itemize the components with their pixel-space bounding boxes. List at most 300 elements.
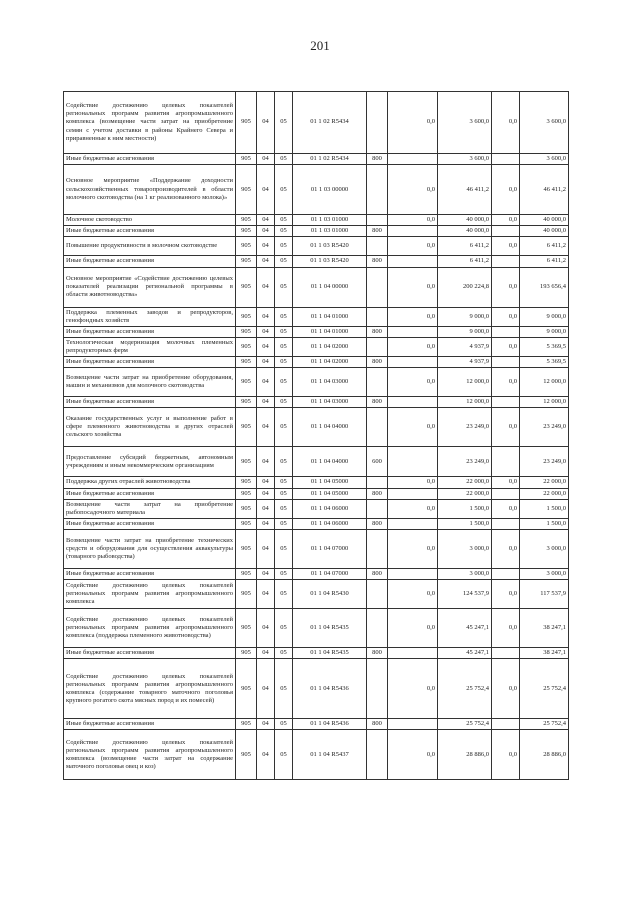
amount-col-1: 0,0 (388, 659, 438, 719)
amount-col-4: 38 247,1 (520, 648, 569, 659)
expense-type-code: 800 (367, 518, 388, 529)
amount-col-4: 40 000,0 (520, 215, 569, 226)
amount-col-4: 9 000,0 (520, 307, 569, 326)
amount-col-3 (492, 569, 520, 580)
row-name: Поддержка других отраслей животноводства (64, 477, 236, 488)
amount-col-4: 193 656,4 (520, 267, 569, 307)
amount-col-2: 4 937,9 (438, 357, 492, 368)
table-row (64, 719, 569, 730)
table-row (64, 226, 569, 237)
section-code: 04 (257, 730, 275, 780)
table-row (64, 256, 569, 267)
section-code: 04 (257, 237, 275, 256)
amount-col-1 (388, 569, 438, 580)
expense-type-code (367, 530, 388, 569)
expense-type-code: 800 (367, 569, 388, 580)
row-name: Иные бюджетные ассигнования (64, 397, 236, 408)
amount-col-2: 22 000,0 (438, 477, 492, 488)
amount-col-2: 45 247,1 (438, 609, 492, 648)
amount-col-2: 40 000,0 (438, 226, 492, 237)
amount-col-3: 0,0 (492, 408, 520, 447)
budget-table (63, 91, 569, 780)
amount-col-2: 45 247,1 (438, 648, 492, 659)
section-code: 04 (257, 518, 275, 529)
ministry-code: 905 (236, 267, 257, 307)
table-row (64, 569, 569, 580)
subsection-code: 05 (275, 307, 293, 326)
subsection-code: 05 (275, 226, 293, 237)
section-code: 04 (257, 337, 275, 356)
subsection-code: 05 (275, 518, 293, 529)
ministry-code: 905 (236, 256, 257, 267)
section-code: 04 (257, 408, 275, 447)
section-code: 04 (257, 92, 275, 154)
subsection-code: 05 (275, 447, 293, 477)
subsection-code: 05 (275, 730, 293, 780)
amount-col-2: 1 500,0 (438, 518, 492, 529)
section-code: 04 (257, 256, 275, 267)
section-code: 04 (257, 215, 275, 226)
ministry-code: 905 (236, 609, 257, 648)
row-name: Иные бюджетные ассигнования (64, 256, 236, 267)
amount-col-2: 3 000,0 (438, 569, 492, 580)
expense-type-code (367, 215, 388, 226)
amount-col-1: 0,0 (388, 165, 438, 215)
amount-col-3: 0,0 (492, 267, 520, 307)
subsection-code: 05 (275, 397, 293, 408)
amount-col-2: 22 000,0 (438, 488, 492, 499)
amount-col-1: 0,0 (388, 609, 438, 648)
ministry-code: 905 (236, 226, 257, 237)
expense-type-code (367, 368, 388, 397)
row-name: Предоставление субсидий бюджетным, автономным учреждениям и иным некоммерческим организациям (64, 447, 236, 477)
section-code: 04 (257, 307, 275, 326)
row-name: Иные бюджетные ассигнования (64, 226, 236, 237)
target-article-code: 01 1 02 R5434 (293, 154, 367, 165)
table-row (64, 659, 569, 719)
ministry-code: 905 (236, 659, 257, 719)
row-name: Технологическая модернизация молочных племенных репродукторных ферм (64, 337, 236, 356)
ministry-code: 905 (236, 488, 257, 499)
expense-type-code (367, 609, 388, 648)
amount-col-1: 0,0 (388, 530, 438, 569)
expense-type-code (367, 499, 388, 518)
ministry-code: 905 (236, 307, 257, 326)
target-article-code: 01 1 04 R5436 (293, 719, 367, 730)
table-body (64, 92, 569, 780)
section-code: 04 (257, 357, 275, 368)
target-article-code: 01 1 04 07000 (293, 530, 367, 569)
ministry-code: 905 (236, 499, 257, 518)
amount-col-4: 28 886,0 (520, 730, 569, 780)
amount-col-2: 3 000,0 (438, 530, 492, 569)
amount-col-2: 12 000,0 (438, 397, 492, 408)
amount-col-4: 23 249,0 (520, 447, 569, 477)
ministry-code: 905 (236, 530, 257, 569)
amount-col-4: 1 500,0 (520, 518, 569, 529)
row-name: Возмещение части затрат на приобретение технических средств и оборудования для осуществления аквакультуры (товарного рыбоводства) (64, 530, 236, 569)
page-number: 201 (310, 38, 330, 53)
amount-col-4: 5 369,5 (520, 337, 569, 356)
row-name: Основное мероприятие «Содействие достижению целевых показателей реализации региональной программы в области животноводства» (64, 267, 236, 307)
section-code: 04 (257, 226, 275, 237)
amount-col-4: 25 752,4 (520, 659, 569, 719)
amount-col-1: 0,0 (388, 408, 438, 447)
amount-col-3 (492, 648, 520, 659)
expense-type-code: 800 (367, 326, 388, 337)
amount-col-1: 0,0 (388, 477, 438, 488)
ministry-code: 905 (236, 326, 257, 337)
expense-type-code (367, 267, 388, 307)
subsection-code: 05 (275, 267, 293, 307)
table-row (64, 154, 569, 165)
ministry-code: 905 (236, 569, 257, 580)
amount-col-2: 4 937,9 (438, 337, 492, 356)
table-row (64, 357, 569, 368)
section-code: 04 (257, 165, 275, 215)
amount-col-3 (492, 256, 520, 267)
target-article-code: 01 1 04 05000 (293, 477, 367, 488)
ministry-code: 905 (236, 92, 257, 154)
section-code: 04 (257, 488, 275, 499)
table-row (64, 307, 569, 326)
amount-col-4: 1 500,0 (520, 499, 569, 518)
amount-col-3 (492, 154, 520, 165)
subsection-code: 05 (275, 499, 293, 518)
ministry-code: 905 (236, 518, 257, 529)
target-article-code: 01 1 04 R5435 (293, 648, 367, 659)
amount-col-3: 0,0 (492, 659, 520, 719)
amount-col-4: 12 000,0 (520, 397, 569, 408)
amount-col-1 (388, 154, 438, 165)
amount-col-4: 6 411,2 (520, 237, 569, 256)
row-name: Возмещение части затрат на приобретение оборудования, машин и механизмов для молочного скотоводства (64, 368, 236, 397)
expense-type-code (367, 659, 388, 719)
subsection-code: 05 (275, 337, 293, 356)
amount-col-1: 0,0 (388, 730, 438, 780)
expense-type-code (367, 165, 388, 215)
amount-col-3 (492, 357, 520, 368)
amount-col-4: 12 000,0 (520, 368, 569, 397)
subsection-code: 05 (275, 165, 293, 215)
expense-type-code (367, 730, 388, 780)
amount-col-1 (388, 488, 438, 499)
amount-col-2: 40 000,0 (438, 215, 492, 226)
amount-col-2: 3 600,0 (438, 154, 492, 165)
row-name: Иные бюджетные ассигнования (64, 326, 236, 337)
target-article-code: 01 1 04 R5437 (293, 730, 367, 780)
subsection-code: 05 (275, 154, 293, 165)
amount-col-1: 0,0 (388, 499, 438, 518)
subsection-code: 05 (275, 488, 293, 499)
row-name: Содействие достижению целевых показателей региональных программ развития агропромышленного комплекса (поддержка племенного животноводства) (64, 609, 236, 648)
subsection-code: 05 (275, 92, 293, 154)
subsection-code: 05 (275, 357, 293, 368)
table-row (64, 337, 569, 356)
amount-col-3: 0,0 (492, 165, 520, 215)
amount-col-3: 0,0 (492, 92, 520, 154)
amount-col-1 (388, 326, 438, 337)
amount-col-2: 28 886,0 (438, 730, 492, 780)
target-article-code: 01 1 03 00000 (293, 165, 367, 215)
ministry-code: 905 (236, 368, 257, 397)
amount-col-3 (492, 326, 520, 337)
target-article-code: 01 1 02 R5434 (293, 92, 367, 154)
amount-col-1 (388, 518, 438, 529)
row-name: Иные бюджетные ассигнования (64, 518, 236, 529)
subsection-code: 05 (275, 569, 293, 580)
table-row (64, 730, 569, 780)
section-code: 04 (257, 648, 275, 659)
target-article-code: 01 1 04 R5436 (293, 659, 367, 719)
amount-col-3: 0,0 (492, 530, 520, 569)
amount-col-1 (388, 226, 438, 237)
amount-col-4: 6 411,2 (520, 256, 569, 267)
row-name: Молочное скотоводство (64, 215, 236, 226)
ministry-code: 905 (236, 357, 257, 368)
section-code: 04 (257, 499, 275, 518)
table-row (64, 499, 569, 518)
amount-col-2: 23 249,0 (438, 408, 492, 447)
amount-col-2: 46 411,2 (438, 165, 492, 215)
amount-col-2: 25 752,4 (438, 719, 492, 730)
row-name: Поддержка племенных заводов и репродукторов, генофондных хозяйств (64, 307, 236, 326)
target-article-code: 01 1 04 06000 (293, 499, 367, 518)
amount-col-2: 124 537,9 (438, 580, 492, 609)
amount-col-4: 117 537,9 (520, 580, 569, 609)
target-article-code: 01 1 04 00000 (293, 267, 367, 307)
ministry-code: 905 (236, 648, 257, 659)
subsection-code: 05 (275, 256, 293, 267)
subsection-code: 05 (275, 368, 293, 397)
amount-col-3 (492, 397, 520, 408)
amount-col-3: 0,0 (492, 337, 520, 356)
amount-col-3: 0,0 (492, 609, 520, 648)
amount-col-3 (492, 719, 520, 730)
amount-col-4: 40 000,0 (520, 226, 569, 237)
row-name: Содействие достижению целевых показателей региональных программ развития агропромышленного комплекса (возмещение части затрат на содержание маточного поголовья овец и коз) (64, 730, 236, 780)
expense-type-code: 800 (367, 226, 388, 237)
target-article-code: 01 1 04 06000 (293, 518, 367, 529)
row-name: Иные бюджетные ассигнования (64, 569, 236, 580)
amount-col-3: 0,0 (492, 215, 520, 226)
ministry-code: 905 (236, 397, 257, 408)
section-code: 04 (257, 530, 275, 569)
subsection-code: 05 (275, 237, 293, 256)
target-article-code: 01 1 04 01000 (293, 326, 367, 337)
subsection-code: 05 (275, 659, 293, 719)
row-name: Иные бюджетные ассигнования (64, 154, 236, 165)
table-row (64, 648, 569, 659)
amount-col-4: 25 752,4 (520, 719, 569, 730)
ministry-code: 905 (236, 165, 257, 215)
target-article-code: 01 1 04 03000 (293, 397, 367, 408)
row-name: Содействие достижению целевых показателей региональных программ развития агропромышленного комплекса (возмещение части затрат на приобретение семян с учетом доставки в районы Крайнего Севера и приравненные к ним местности) (64, 92, 236, 154)
amount-col-1 (388, 397, 438, 408)
amount-col-1 (388, 357, 438, 368)
amount-col-4: 9 000,0 (520, 326, 569, 337)
ministry-code: 905 (236, 719, 257, 730)
amount-col-1 (388, 719, 438, 730)
section-code: 04 (257, 659, 275, 719)
amount-col-2: 3 600,0 (438, 92, 492, 154)
target-article-code: 01 1 04 03000 (293, 368, 367, 397)
expense-type-code: 800 (367, 488, 388, 499)
amount-col-2: 9 000,0 (438, 307, 492, 326)
subsection-code: 05 (275, 477, 293, 488)
amount-col-3 (492, 447, 520, 477)
target-article-code: 01 1 04 07000 (293, 569, 367, 580)
table-row (64, 580, 569, 609)
table-row (64, 488, 569, 499)
subsection-code: 05 (275, 326, 293, 337)
table-row (64, 326, 569, 337)
section-code: 04 (257, 609, 275, 648)
section-code: 04 (257, 580, 275, 609)
target-article-code: 01 1 04 02000 (293, 337, 367, 356)
amount-col-1: 0,0 (388, 580, 438, 609)
amount-col-4: 3 000,0 (520, 569, 569, 580)
table-row (64, 397, 569, 408)
row-name: Возмещение части затрат на приобретение рыбопосадочного материала (64, 499, 236, 518)
table-row (64, 477, 569, 488)
table-row (64, 237, 569, 256)
amount-col-2: 25 752,4 (438, 659, 492, 719)
table-row (64, 92, 569, 154)
amount-col-3 (492, 488, 520, 499)
table-row (64, 518, 569, 529)
row-name: Иные бюджетные ассигнования (64, 719, 236, 730)
section-code: 04 (257, 368, 275, 397)
target-article-code: 01 1 04 02000 (293, 357, 367, 368)
ministry-code: 905 (236, 477, 257, 488)
amount-col-1: 0,0 (388, 237, 438, 256)
ministry-code: 905 (236, 408, 257, 447)
target-article-code: 01 1 03 01000 (293, 215, 367, 226)
target-article-code: 01 1 04 05000 (293, 488, 367, 499)
amount-col-3 (492, 226, 520, 237)
amount-col-2: 12 000,0 (438, 368, 492, 397)
target-article-code: 01 1 04 R5435 (293, 609, 367, 648)
amount-col-2: 9 000,0 (438, 326, 492, 337)
amount-col-2: 23 249,0 (438, 447, 492, 477)
expense-type-code: 800 (367, 719, 388, 730)
subsection-code: 05 (275, 580, 293, 609)
amount-col-3: 0,0 (492, 368, 520, 397)
expense-type-code: 600 (367, 447, 388, 477)
target-article-code: 01 1 03 R5420 (293, 256, 367, 267)
row-name: Иные бюджетные ассигнования (64, 488, 236, 499)
amount-col-4: 22 000,0 (520, 477, 569, 488)
expense-type-code: 800 (367, 357, 388, 368)
section-code: 04 (257, 719, 275, 730)
amount-col-4: 46 411,2 (520, 165, 569, 215)
amount-col-4: 3 600,0 (520, 92, 569, 154)
amount-col-2: 6 411,2 (438, 237, 492, 256)
amount-col-2: 6 411,2 (438, 256, 492, 267)
subsection-code: 05 (275, 719, 293, 730)
table-row (64, 215, 569, 226)
expense-type-code (367, 307, 388, 326)
amount-col-3: 0,0 (492, 730, 520, 780)
amount-col-4: 22 000,0 (520, 488, 569, 499)
ministry-code: 905 (236, 447, 257, 477)
amount-col-1: 0,0 (388, 368, 438, 397)
subsection-code: 05 (275, 648, 293, 659)
ministry-code: 905 (236, 154, 257, 165)
amount-col-3: 0,0 (492, 237, 520, 256)
target-article-code: 01 1 04 R5430 (293, 580, 367, 609)
target-article-code: 01 1 04 04000 (293, 408, 367, 447)
row-name: Оказание государственных услуг и выполнение работ в сфере племенного животноводства и других отраслей сельского хозяйства (64, 408, 236, 447)
subsection-code: 05 (275, 215, 293, 226)
expense-type-code: 800 (367, 397, 388, 408)
target-article-code: 01 1 04 01000 (293, 307, 367, 326)
target-article-code: 01 1 03 01000 (293, 226, 367, 237)
amount-col-1: 0,0 (388, 337, 438, 356)
row-name: Содействие достижению целевых показателей региональных программ развития агропромышленного комплекса (содержание товарного маточного поголовья крупного рогатого скота мясных пород и их помесей) (64, 659, 236, 719)
amount-col-2: 200 224,8 (438, 267, 492, 307)
section-code: 04 (257, 447, 275, 477)
amount-col-3: 0,0 (492, 499, 520, 518)
table-row (64, 530, 569, 569)
expense-type-code (367, 237, 388, 256)
expense-type-code (367, 477, 388, 488)
amount-col-4: 3 000,0 (520, 530, 569, 569)
amount-col-1 (388, 447, 438, 477)
amount-col-4: 5 369,5 (520, 357, 569, 368)
table-row (64, 609, 569, 648)
section-code: 04 (257, 477, 275, 488)
amount-col-1 (388, 256, 438, 267)
amount-col-3: 0,0 (492, 580, 520, 609)
amount-col-1 (388, 648, 438, 659)
amount-col-4: 3 600,0 (520, 154, 569, 165)
expense-type-code: 800 (367, 154, 388, 165)
target-article-code: 01 1 03 R5420 (293, 237, 367, 256)
amount-col-1: 0,0 (388, 92, 438, 154)
expense-type-code (367, 92, 388, 154)
table-row (64, 368, 569, 397)
subsection-code: 05 (275, 530, 293, 569)
expense-type-code: 800 (367, 648, 388, 659)
table-row (64, 447, 569, 477)
section-code: 04 (257, 569, 275, 580)
section-code: 04 (257, 267, 275, 307)
expense-type-code (367, 580, 388, 609)
amount-col-1: 0,0 (388, 267, 438, 307)
ministry-code: 905 (236, 215, 257, 226)
expense-type-code: 800 (367, 256, 388, 267)
amount-col-4: 38 247,1 (520, 609, 569, 648)
row-name: Повышение продуктивности в молочном скотоводстве (64, 237, 236, 256)
table-row (64, 267, 569, 307)
amount-col-2: 1 500,0 (438, 499, 492, 518)
ministry-code: 905 (236, 580, 257, 609)
subsection-code: 05 (275, 609, 293, 648)
table-row (64, 408, 569, 447)
ministry-code: 905 (236, 237, 257, 256)
amount-col-1: 0,0 (388, 215, 438, 226)
section-code: 04 (257, 326, 275, 337)
target-article-code: 01 1 04 04000 (293, 447, 367, 477)
subsection-code: 05 (275, 408, 293, 447)
amount-col-3: 0,0 (492, 307, 520, 326)
expense-type-code (367, 337, 388, 356)
amount-col-1: 0,0 (388, 307, 438, 326)
section-code: 04 (257, 154, 275, 165)
expense-type-code (367, 408, 388, 447)
